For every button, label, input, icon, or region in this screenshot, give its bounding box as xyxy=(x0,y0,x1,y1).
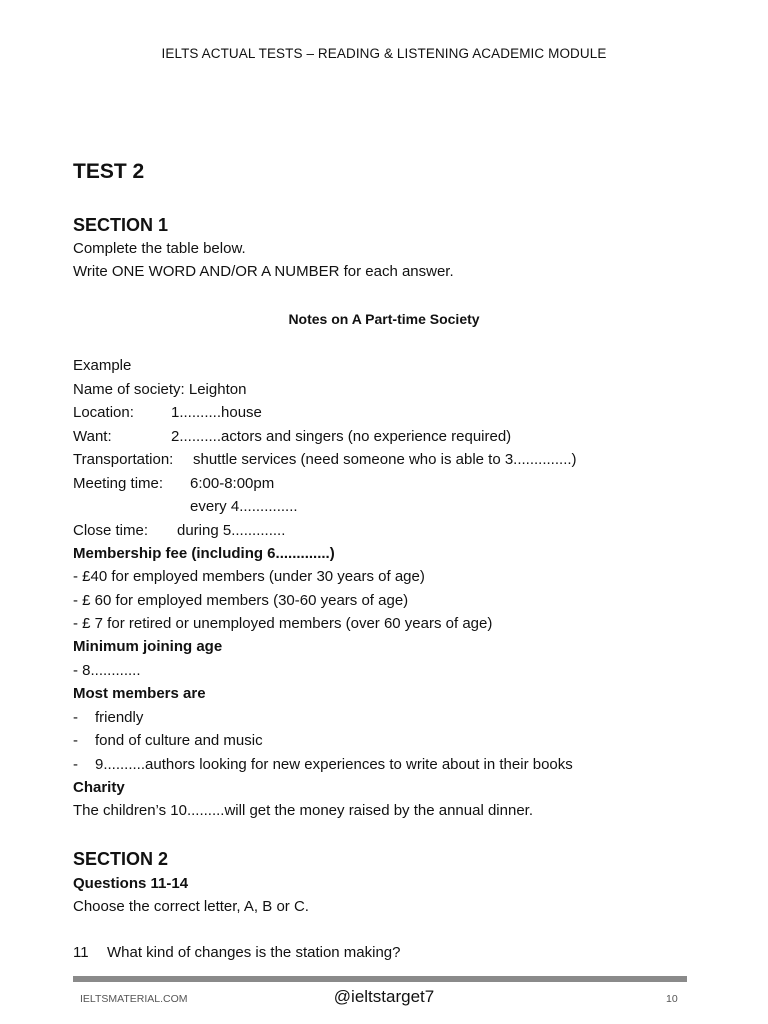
society-name-line: Name of society: Leighton xyxy=(73,381,247,398)
members-list-item: - friendly xyxy=(73,709,144,726)
membership-fee-heading: Membership fee (including 6.............) xyxy=(73,545,335,562)
notes-title: Notes on A Part-time Society xyxy=(288,311,480,327)
members-item-text: friendly xyxy=(95,709,144,726)
section2-instruction: Choose the correct letter, A, B or C. xyxy=(73,898,309,915)
footer-site: IELTSMATERIAL.COM xyxy=(80,993,188,1005)
test-title: TEST 2 xyxy=(73,160,145,183)
location-value: 1..........house xyxy=(171,404,262,421)
close-label: Close time: xyxy=(73,522,149,539)
close-value: during 5............. xyxy=(177,522,286,539)
section1-title: SECTION 1 xyxy=(73,215,169,235)
question-11-number: 11 xyxy=(73,944,89,961)
section1-instruction-1: Complete the table below. xyxy=(73,240,246,257)
section1-instruction-2: Write ONE WORD AND/OR A NUMBER for each answer. xyxy=(73,263,454,280)
members-heading: Most members are xyxy=(73,685,206,702)
members-list-item: - fond of culture and music xyxy=(73,732,263,749)
fee-item: - £40 for employed members (under 30 years of age) xyxy=(73,568,425,585)
members-item-text: fond of culture and music xyxy=(95,732,263,749)
minimum-age-heading: Minimum joining age xyxy=(73,638,223,655)
members-item-text: 9..........authors looking for new experiences to write about in their books xyxy=(95,756,573,773)
footer-handle: @ieltstarget7 xyxy=(333,987,435,1006)
footer-divider xyxy=(73,976,687,982)
transport-label: Transportation: xyxy=(73,451,174,468)
want-label: Want: xyxy=(73,428,112,445)
questions-heading: Questions 11-14 xyxy=(73,875,189,892)
fee-item: - £ 7 for retired or unemployed members (over 60 years of age) xyxy=(73,615,493,632)
fee-item: - £ 60 for employed members (30-60 years of age) xyxy=(73,592,409,609)
meeting-value-2: every 4.............. xyxy=(190,498,298,515)
members-list-item: - 9..........authors looking for new experiences to write about in their books xyxy=(73,756,573,773)
meeting-value-1: 6:00-8:00pm xyxy=(190,475,275,492)
page-header-title: IELTS ACTUAL TESTS – READING & LISTENING ACADEMIC MODULE xyxy=(161,46,607,61)
section2-title: SECTION 2 xyxy=(73,849,169,869)
page-number: 10 xyxy=(666,993,678,1005)
minimum-age-item: - 8............ xyxy=(73,662,141,679)
location-label: Location: xyxy=(73,404,134,421)
example-label: Example xyxy=(73,357,132,374)
meeting-label: Meeting time: xyxy=(73,475,164,492)
transport-value: shuttle services (need someone who is able to 3..............) xyxy=(193,451,577,468)
charity-heading: Charity xyxy=(73,779,125,796)
charity-text: The children’s 10.........will get the money raised by the annual dinner. xyxy=(73,802,533,819)
question-11-text: What kind of changes is the station making? xyxy=(107,944,401,961)
want-value: 2..........actors and singers (no experience required) xyxy=(171,428,512,445)
